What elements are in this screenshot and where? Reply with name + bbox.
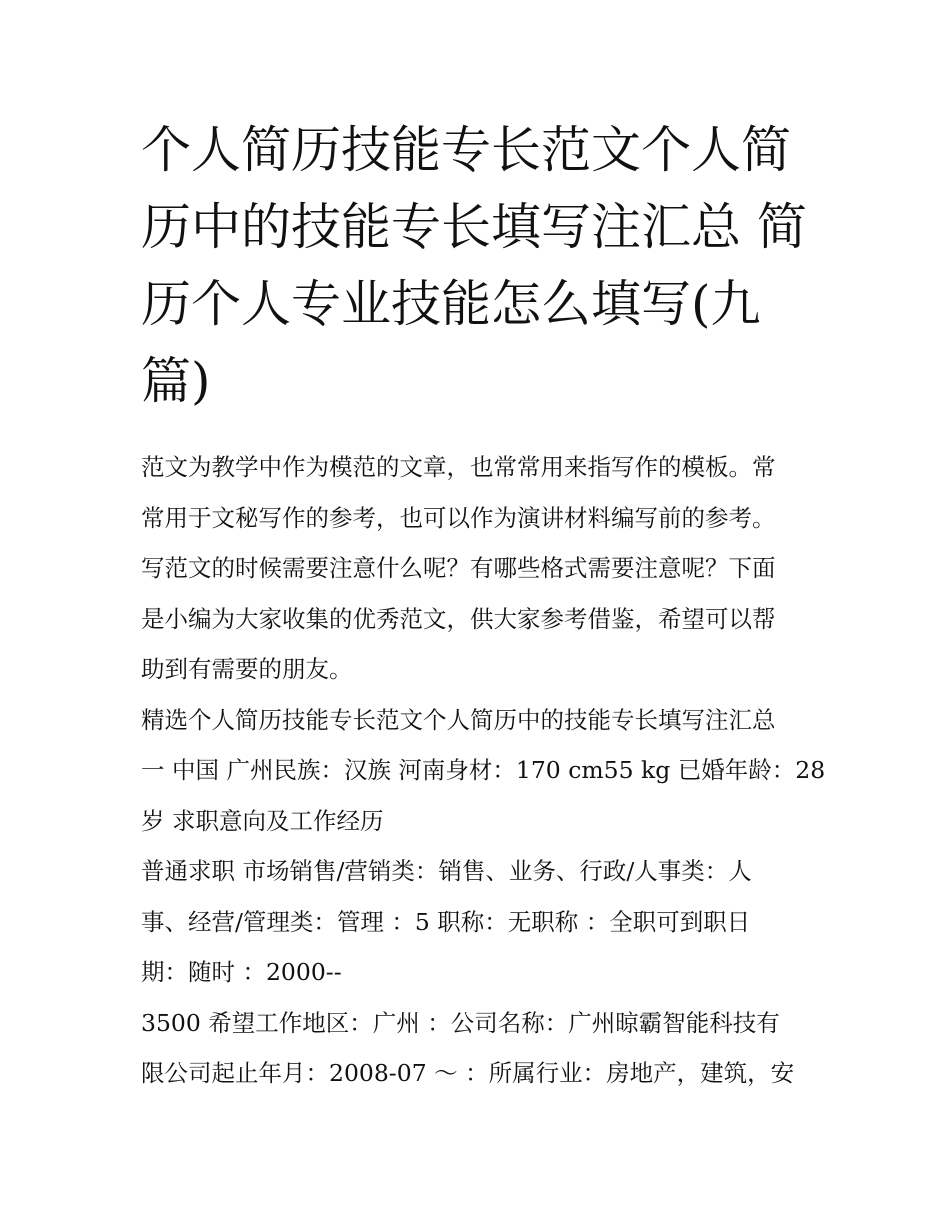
text-line: 是小编为大家收集的优秀范文，供大家参考借鉴，希望可以帮	[141, 604, 776, 633]
text-line: 限公司起止年月：2008-07 ～ ：所属行业：房地产，建筑，安	[141, 1059, 795, 1087]
title-line: 篇)	[141, 352, 211, 410]
text-line: 写范文的时候需要注意什么呢？有哪些格式需要注意呢？下面	[141, 554, 776, 582]
document-page	[141, 112, 826, 1099]
text-line: 普通求职 市场销售/营销类：销售、业务、行政/人事类：人	[141, 857, 752, 885]
text-line: 助到有需要的朋友。	[141, 655, 353, 683]
text-line: 岁 求职意向及工作经历	[141, 806, 384, 835]
title-line: 历个人专业技能怎么填写(九	[141, 275, 761, 333]
text-line: 范文为教学中作为模范的文章，也常常用来指写作的模板。常	[141, 453, 776, 481]
text-line: 期：随时 ：2000--	[141, 958, 342, 986]
intro-paragraph	[141, 442, 816, 695]
job-intent-paragraph	[141, 846, 816, 998]
text-line: 3500 希望工作地区：广州 ：公司名称：广州晾霸智能科技有	[141, 1008, 780, 1037]
document-body	[141, 442, 826, 1099]
document-title	[141, 112, 816, 420]
work-history-paragraph	[141, 998, 816, 1099]
text-line: 一 中国 广州民族：汉族 河南身材：170 cm55 kg 已婚年龄：28	[141, 756, 826, 784]
title-line: 个人简历技能专长范文个人简	[141, 121, 791, 179]
title-line: 历中的技能专长填写注汇总 简	[141, 198, 807, 256]
text-line: 常用于文秘写作的参考，也可以作为演讲材料编写前的参考。	[141, 503, 776, 532]
profile-paragraph	[141, 695, 826, 847]
text-line: 事、经营/管理类：管理 ：5 职称：无职称 ：全职可到职日	[141, 907, 751, 936]
text-line: 精选个人简历技能专长范文个人简历中的技能专长填写注汇总	[141, 705, 776, 734]
